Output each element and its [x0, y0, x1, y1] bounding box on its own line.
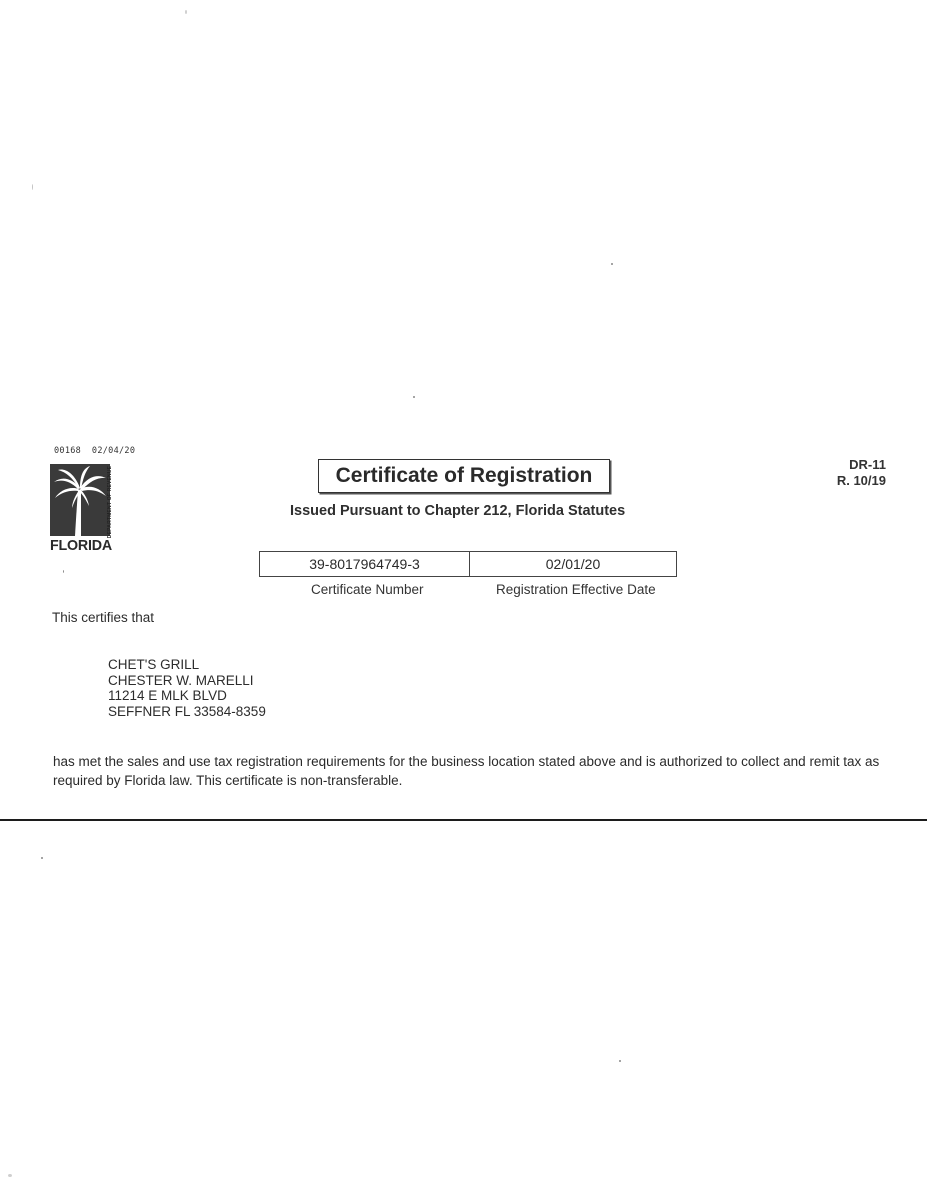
scan-speck: [413, 396, 415, 398]
intro-text: This certifies that: [52, 610, 155, 625]
address-line: CHESTER W. MARELLI: [108, 672, 254, 688]
form-code: [837, 457, 886, 489]
scan-speck: [619, 1060, 621, 1062]
logo-box: [50, 464, 110, 536]
certificate-number-value: 39-8017964749-3: [260, 552, 470, 576]
effective-date-label: Registration Effective Date: [496, 582, 656, 597]
certificate-number-label: Certificate Number: [311, 582, 424, 597]
scan-speck: [63, 570, 64, 573]
palm-tree-icon: [50, 464, 110, 536]
address-line: 11214 E MLK BLVD: [108, 688, 227, 703]
scan-speck: [41, 857, 43, 859]
certificate-title: Certificate of Registration: [318, 459, 610, 493]
certificate-subtitle: Issued Pursuant to Chapter 212, Florida Statutes: [290, 503, 626, 519]
scan-speck: [185, 10, 187, 14]
print-stamp: 00168 02/04/20: [54, 446, 136, 456]
address-line: SEFFNER FL 33584-8359: [108, 703, 266, 719]
logo-wordmark: FLORIDA: [50, 537, 113, 554]
scan-speck: [8, 1174, 12, 1177]
registrant-address: [108, 657, 266, 719]
certificate-info-table: [259, 551, 677, 577]
florida-revenue-logo: [50, 462, 116, 556]
effective-date-value: 02/01/20: [545, 556, 601, 572]
form-code-number: DR-11: [849, 457, 886, 472]
form-code-revision: R. 10/19: [836, 473, 886, 488]
scan-speck: [611, 263, 613, 265]
certification-statement: has met the sales and use tax registration requirements for the business location stated above and is authorized to collect and remit tax as required by Florida law. This certificate is non-transferable.: [53, 754, 880, 788]
scan-speck: [32, 184, 33, 190]
logo-department-text: DEPARTMENT OF REVENUE: [107, 465, 113, 539]
cut-line-divider: [0, 819, 927, 821]
address-line: CHET'S GRILL: [108, 657, 200, 672]
